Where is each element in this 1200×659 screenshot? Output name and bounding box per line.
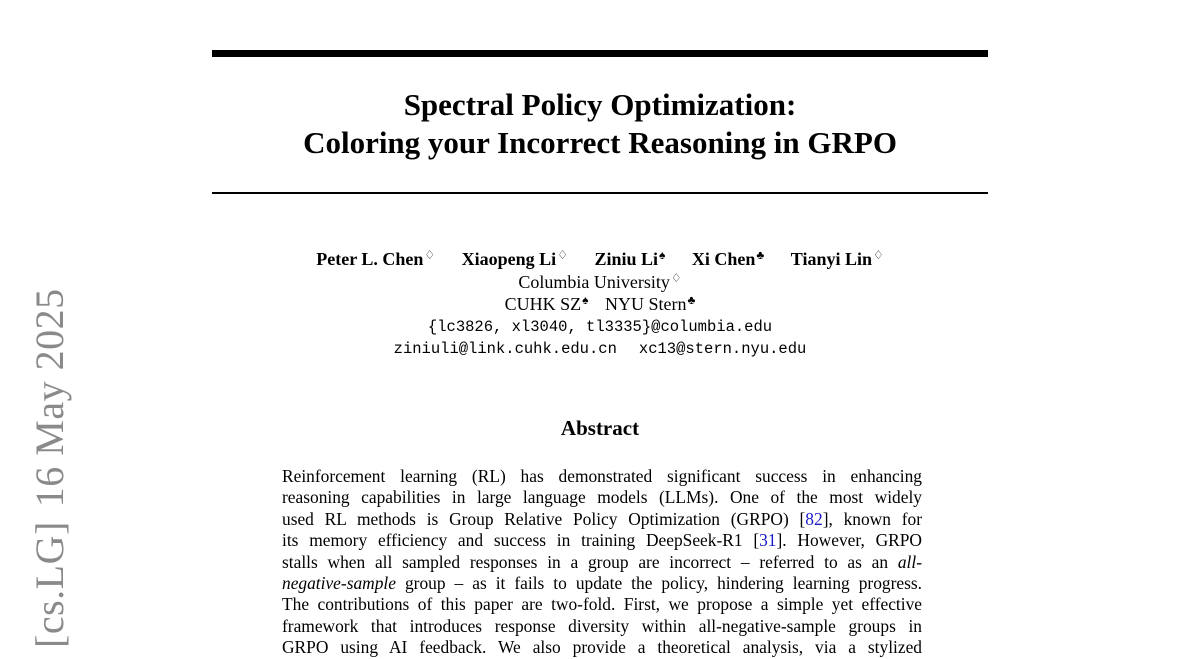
abstract-line: stalls when all sampled responses in a group are incorrect – referred to as an all- <box>282 551 922 572</box>
abstract-line: GRPO using AI feedback. We also provide a theoretical analysis, via a stylized <box>282 637 922 658</box>
abstract-line: framework that introduces response diversity within all-negative-sample groups in <box>282 615 922 636</box>
emphasis-text: negative-sample <box>282 573 396 594</box>
arxiv-date: 16 May 2025 <box>27 288 72 508</box>
affiliation-mark: ♣ <box>687 293 696 307</box>
abstract-line: used RL methods is Group Relative Policy Optimization (GRPO) [82], known for <box>282 508 922 529</box>
author-list <box>212 247 988 271</box>
affiliation-mark: ♢ <box>424 248 436 262</box>
author-tianyi-lin: Tianyi Lin♢ <box>790 248 884 269</box>
affiliation-mark: ♢ <box>670 271 682 285</box>
email-ziniu-li: ziniuli@link.cuhk.edu.cn <box>393 340 617 358</box>
citation-link[interactable]: 82 <box>805 508 823 529</box>
author-xi-chen: Xi Chen♣ <box>691 248 765 269</box>
affiliation-line-1 <box>212 271 988 293</box>
title-rule-top <box>212 50 988 57</box>
author-xiaopeng-li: Xiaopeng Li♢ <box>461 248 568 269</box>
affiliation-cuhk-sz: CUHK SZ♠ <box>504 293 589 314</box>
email-line-1: {lc3826, xl3040, tl3335}@columbia.edu <box>427 318 773 336</box>
affiliation-mark: ♠ <box>659 248 666 262</box>
arxiv-category: [cs.LG] <box>27 521 72 648</box>
abstract-heading: Abstract <box>560 416 640 440</box>
abstract-line: reasoning capabilities in large language models (LLMs). One of the most widely <box>282 487 922 508</box>
arxiv-identifier-stamp <box>22 288 78 648</box>
affiliation-mark: ♣ <box>756 248 765 262</box>
affiliation-nyu-stern: NYU Stern♣ <box>605 293 696 314</box>
paper-title <box>212 86 988 162</box>
abstract-line: negative-sample group – as it fails to update the policy, hindering learning progress. <box>282 573 922 594</box>
email-line-2 <box>212 338 988 360</box>
paper-title-line-1: Spectral Policy Optimization: <box>403 87 797 122</box>
abstract-line: its memory efficiency and success in training DeepSeek-R1 [31]. However, GRPO <box>282 530 922 551</box>
citation-link[interactable]: 31 <box>759 530 777 551</box>
affiliation-mark: ♠ <box>582 293 589 307</box>
affiliation-line-2 <box>212 293 988 315</box>
email-xi-chen: xc13@stern.nyu.edu <box>638 340 807 358</box>
affiliation-columbia: Columbia University♢ <box>518 271 682 292</box>
abstract-line: Reinforcement learning (RL) has demonstrated significant success in enhancing <box>282 466 922 486</box>
author-peter-chen: Peter L. Chen♢ <box>316 248 436 269</box>
affiliation-mark: ♢ <box>872 248 884 262</box>
emphasis-text: all- <box>897 551 922 572</box>
affiliation-mark: ♢ <box>557 248 568 262</box>
title-rule-bottom <box>212 192 988 194</box>
paper-title-line-2: Coloring your Incorrect Reasoning in GRPO <box>303 125 897 160</box>
abstract-body <box>282 466 922 659</box>
abstract-line: The contributions of this paper are two-fold. First, we propose a simple yet effective <box>282 594 922 615</box>
author-ziniu-li: Ziniu Li♠ <box>594 248 666 269</box>
